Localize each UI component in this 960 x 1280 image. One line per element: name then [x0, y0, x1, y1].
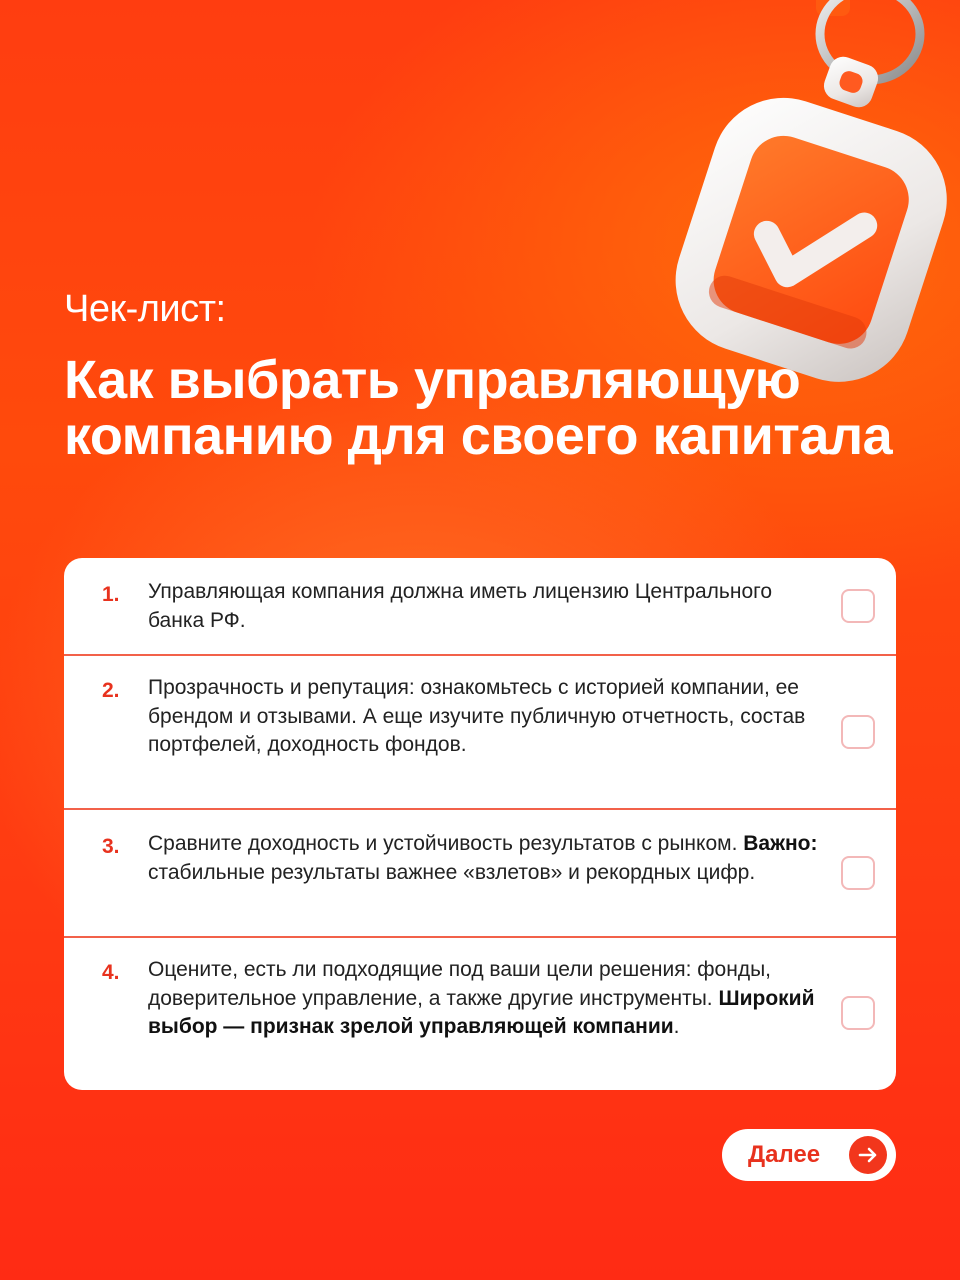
- item-text-part: Сравните доходность и устойчивость результатов с рынком.: [148, 832, 744, 855]
- item-text-part: стабильные результаты важнее «взлетов» и рекордных цифр.: [148, 860, 756, 884]
- checklist-item-1: [64, 558, 896, 654]
- checklist-subtitle: Чек-лист:: [64, 288, 226, 330]
- checklist-item-2: [64, 656, 896, 808]
- checklist-item-3: [64, 810, 896, 936]
- item-text: Управляющая компания должна иметь лицензию Центрального банка РФ.: [148, 580, 773, 632]
- item-text: [148, 956, 828, 1042]
- item-number: 2.: [102, 679, 120, 702]
- item-text-bold: Широкий выбор — признак зрелой управляющей компании: [148, 986, 815, 1038]
- page-title: Как выбрать управляющую компанию для своего капитала: [64, 350, 893, 466]
- arrow-right-icon: [849, 1136, 887, 1174]
- checkbox[interactable]: [841, 856, 875, 890]
- next-button-label: Далее: [748, 1141, 821, 1168]
- checkbox[interactable]: [841, 589, 875, 623]
- checkbox[interactable]: [841, 715, 875, 749]
- item-number: 1.: [102, 583, 120, 606]
- item-number: 3.: [102, 835, 120, 858]
- checkbox[interactable]: [841, 996, 875, 1030]
- item-text-part: Оцените, есть ли подходящие под ваши цели решения: фонды, доверительное управление, а также другие инструменты.: [148, 958, 771, 1010]
- item-text: [148, 830, 828, 887]
- item-text-bold: Важно:: [743, 832, 818, 855]
- item-text: Прозрачность и репутация: ознакомьтесь с историей компании, ее брендом и отзывами. А еще изучите публичную отчетность, состав портфелей, доходность фондов.: [148, 676, 806, 756]
- checklist-card: [64, 558, 896, 1090]
- checkmark-keychain-icon: [640, 0, 960, 400]
- checklist-item-4: [64, 938, 896, 1090]
- item-number: 4.: [102, 961, 120, 984]
- item-text-part: .: [673, 1015, 680, 1038]
- next-button[interactable]: [722, 1129, 896, 1181]
